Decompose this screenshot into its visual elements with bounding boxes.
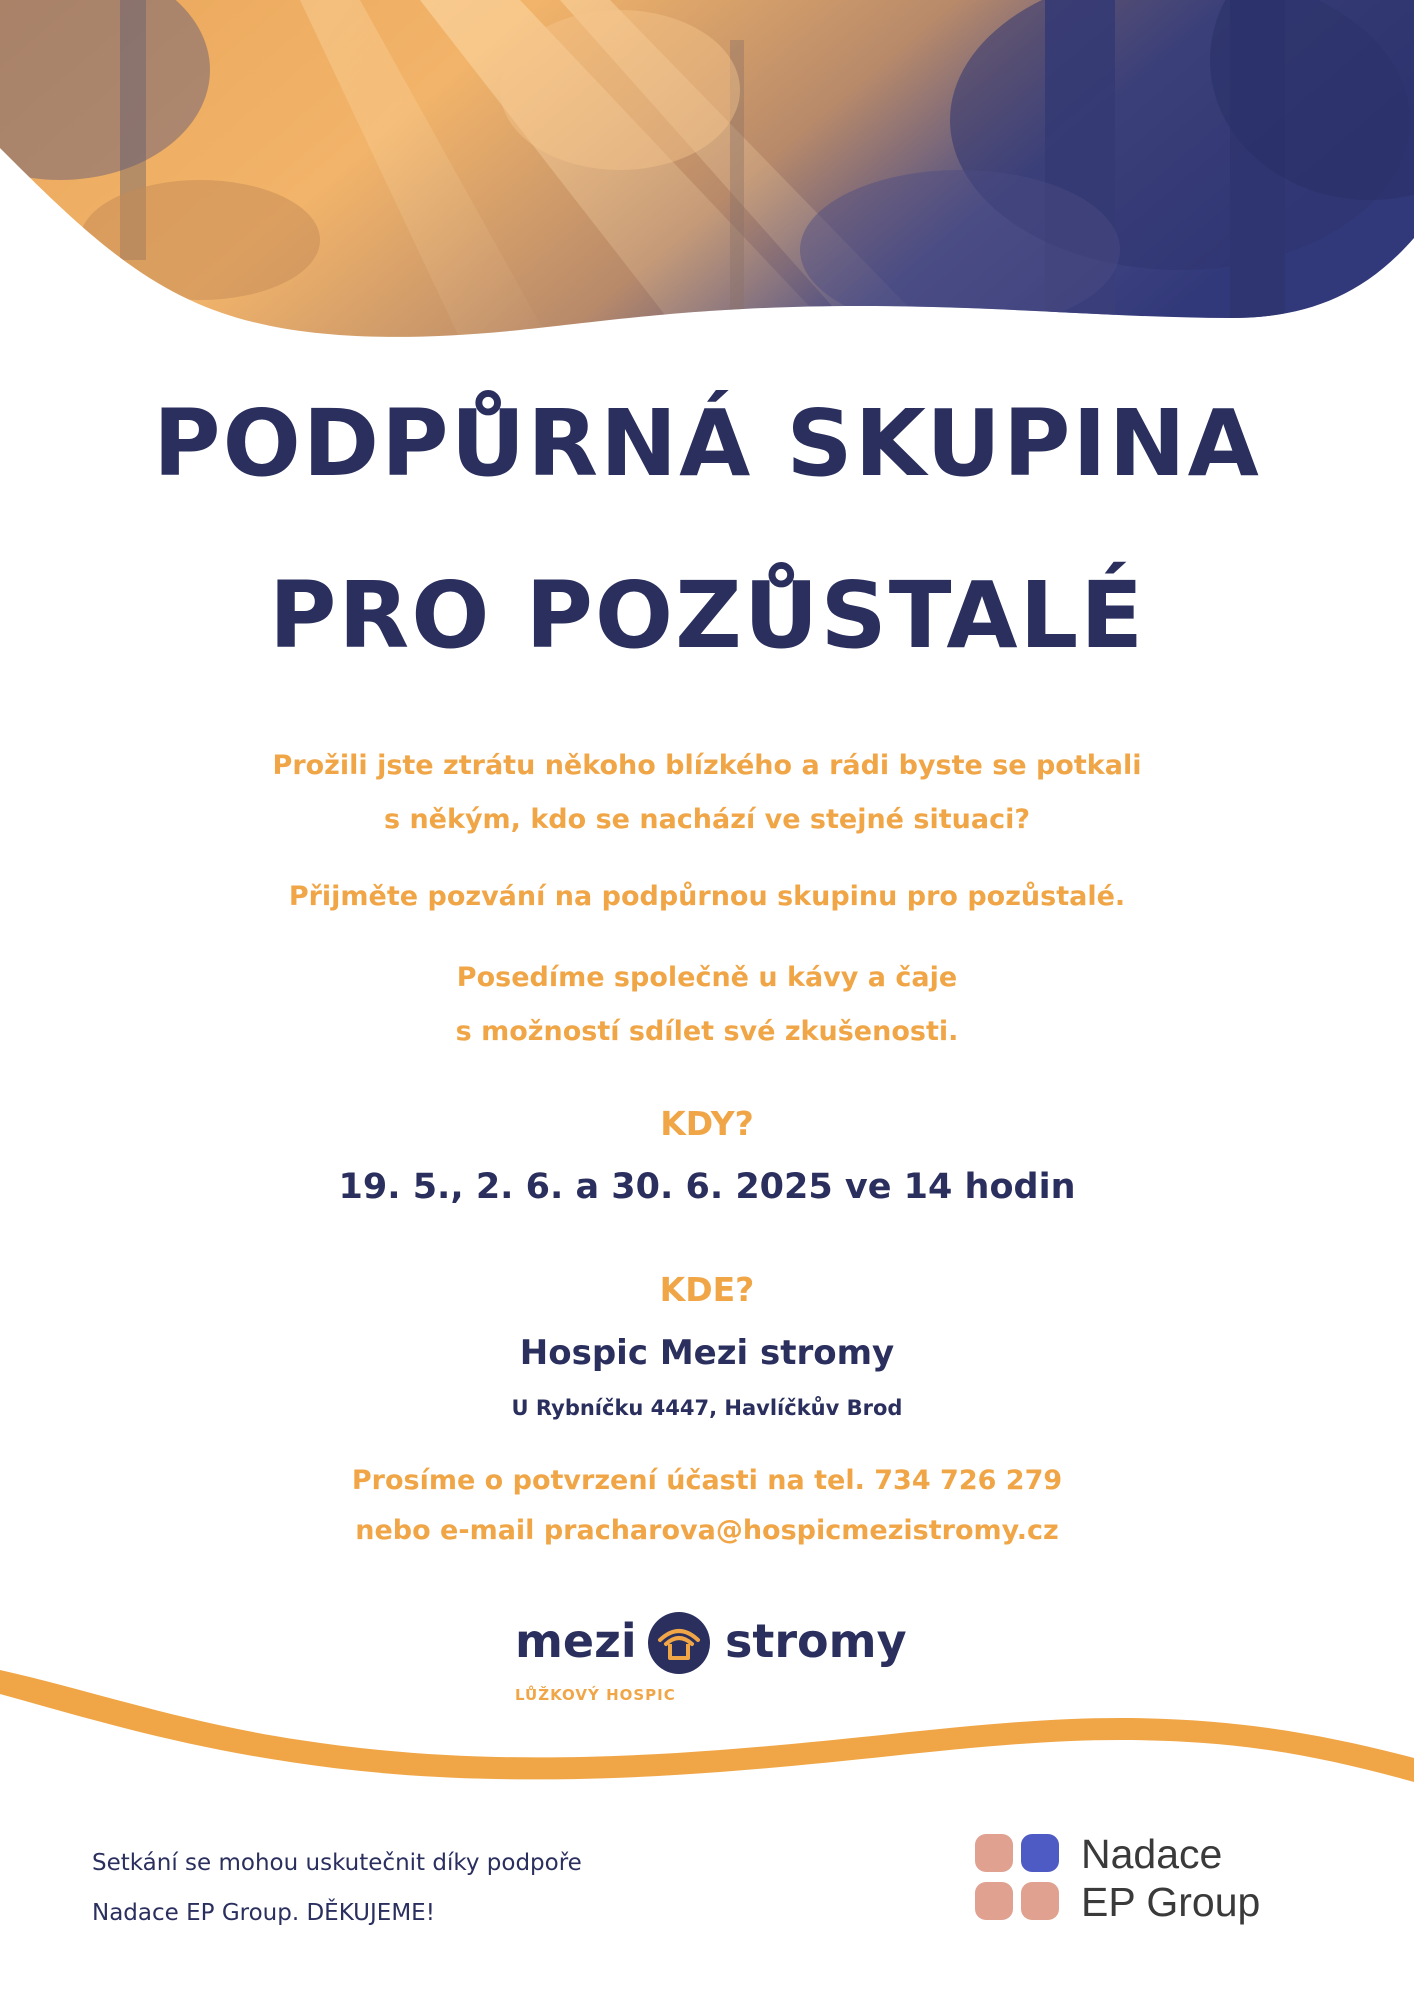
logo-subtitle: LŮŽKOVÝ HOSPIC [515, 1686, 676, 1704]
thanks-line-2: Nadace EP Group. DĚKUJEME! [92, 1900, 435, 1926]
sponsor-name-line-2: EP Group [1081, 1879, 1261, 1925]
title-line-1: PODPŮRNÁ SKUPINA [153, 390, 1261, 497]
contact-phone-line: Prosíme o potvrzení účasti na tel. 734 726 279 [351, 1465, 1063, 1496]
sponsor-thanks [92, 1838, 582, 1938]
invitation-text: Přijměte pozvání na podpůrnou skupinu pro pozůstalé. [288, 881, 1126, 912]
thanks-line-1: Setkání se mohou uskutečnit díky podpoře [92, 1850, 582, 1876]
nadace-ep-group-logo [975, 1832, 1295, 1932]
intro-line-1: Prožili jste ztrátu někoho blízkého a rádi byste se potkali [272, 750, 1142, 781]
where-heading: KDE? [659, 1270, 755, 1309]
logo-word-mezi: mezi [515, 1614, 637, 1668]
intro-line-2: s někým, kdo se nachází ve stejné situaci? [383, 804, 1030, 835]
intro-line-4: Posedíme společně u kávy a čaje [456, 962, 958, 993]
logo-square-blue [1021, 1834, 1059, 1872]
hospic-mezi-stromy-logo [515, 1610, 915, 1720]
contact-email-line: nebo e-mail pracharova@hospicmezistromy.cz [355, 1515, 1059, 1546]
sponsor-name-line-1: Nadace [1081, 1831, 1223, 1877]
logo-square-pink [975, 1882, 1013, 1920]
logo-square-pink [975, 1834, 1013, 1872]
venue-address: U Rybníčku 4447, Havlíčkův Brod [511, 1396, 903, 1420]
intro-line-5: s možností sdílet své zkušenosti. [455, 1016, 959, 1047]
logo-square-pink [1021, 1882, 1059, 1920]
when-heading: KDY? [660, 1104, 754, 1143]
house-icon [646, 1610, 712, 1676]
title-line-2: PRO POZŮSTALÉ [268, 562, 1146, 669]
logo-word-stromy: stromy [725, 1614, 907, 1668]
forest-header-image [0, 0, 1414, 360]
venue-name: Hospic Mezi stromy [519, 1333, 895, 1373]
event-dates: 19. 5., 2. 6. a 30. 6. 2025 ve 14 hodin [338, 1167, 1076, 1207]
